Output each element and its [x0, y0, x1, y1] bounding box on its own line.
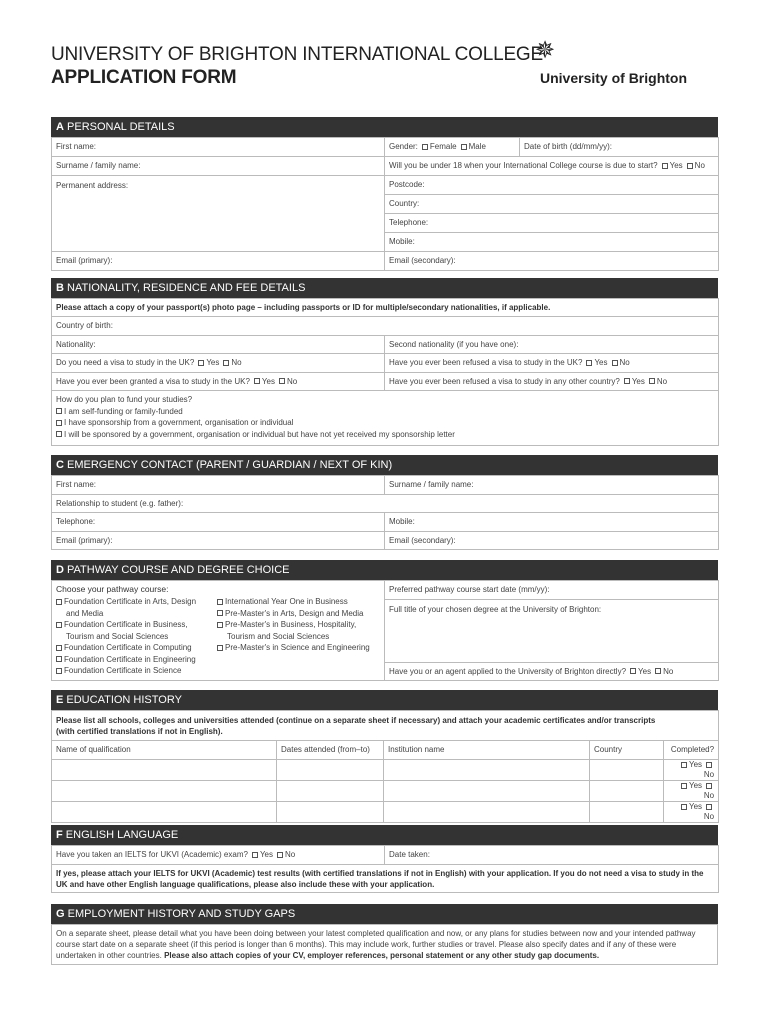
section-d [51, 560, 718, 681]
col-institution: Institution name [384, 741, 590, 760]
institution-cell[interactable] [384, 802, 590, 823]
funding-question: How do you plan to fund your studies? [56, 395, 193, 404]
qualification-cell[interactable] [52, 781, 277, 802]
completed-cell: YesNo [664, 802, 719, 823]
contact-telephone-field[interactable]: Telephone: [52, 513, 385, 532]
granted-uk-yes-checkbox[interactable] [254, 378, 260, 384]
fc-computing-checkbox[interactable] [56, 645, 62, 651]
country-cell[interactable] [590, 760, 664, 781]
nationality-table [51, 298, 719, 446]
dates-cell[interactable] [277, 781, 384, 802]
agent-applied-field: Have you or an agent applied to the University of Brighton directly? Yes No [385, 663, 719, 681]
gender-field: Gender: Female Male [385, 138, 520, 157]
country-cell[interactable] [590, 802, 664, 823]
granted-uk-field: Have you ever been granted a visa to study in the UK? Yes No [52, 373, 385, 391]
col-dates: Dates attended (from–to) [277, 741, 384, 760]
need-visa-yes-checkbox[interactable] [198, 360, 204, 366]
form-title: UNIVERSITY OF BRIGHTON INTERNATIONAL COLLEGE [51, 44, 543, 65]
dob-field[interactable]: Date of birth (dd/mm/yy): [520, 138, 719, 157]
nationality-field[interactable]: Nationality: [52, 336, 385, 354]
section-e [51, 690, 718, 823]
mobile-field[interactable]: Mobile: [385, 233, 719, 252]
section-f [51, 825, 718, 893]
section-c-header: C EMERGENCY CONTACT (PARENT / GUARDIAN / NEXT OF KIN) [51, 455, 718, 475]
email-secondary-field[interactable]: Email (secondary): [385, 252, 719, 271]
telephone-field[interactable]: Telephone: [385, 214, 719, 233]
table-row [52, 760, 719, 781]
relationship-field[interactable]: Relationship to student (e.g. father): [52, 495, 719, 513]
completed-yes-checkbox[interactable] [681, 783, 687, 789]
completed-yes-checkbox[interactable] [681, 762, 687, 768]
agent-yes-checkbox[interactable] [630, 668, 636, 674]
contact-surname-field[interactable]: Surname / family name: [385, 476, 719, 495]
iyo-business-checkbox[interactable] [217, 599, 223, 605]
table-row [52, 781, 719, 802]
section-g-header: G EMPLOYMENT HISTORY AND STUDY GAPS [51, 904, 718, 924]
second-nationality-field[interactable]: Second nationality (if you have one): [385, 336, 719, 354]
completed-yes-checkbox[interactable] [681, 804, 687, 810]
section-b-header: B NATIONALITY, RESIDENCE AND FEE DETAILS [51, 278, 718, 298]
agent-no-checkbox[interactable] [655, 668, 661, 674]
pending-sponsorship-checkbox[interactable] [56, 431, 62, 437]
completed-no-checkbox[interactable] [706, 762, 712, 768]
employment-text: On a separate sheet, please detail what you have been doing between your latest completed qualification and now, or any plans for studies between now and your intended pathway course start date on a separate sheet (if this period is longer than 6 months). This may include work, further studies or travel. Please also specify dates and if any of these were undertaken in other countries. Please also attach copies of your CV, employer references, personal statement or any other study gap documents. [52, 925, 718, 965]
ielts-field: Have you taken an IELTS for UKVI (Academic) exam? Yes No [52, 846, 385, 865]
address-field[interactable]: Permanent address: [52, 176, 385, 252]
personal-details-table [51, 137, 719, 271]
university-logo-text: University of Brighton [540, 70, 688, 86]
section-g [51, 904, 718, 965]
surname-field[interactable]: Surname / family name: [52, 157, 385, 176]
postcode-field[interactable]: Postcode: [385, 176, 719, 195]
ielts-note: If yes, please attach your IELTS for UKVI (Academic) test results (with certified translations if not in English) with your application. If you do not need a visa to study in the UK and have other English language qualifications, please also include these with your application. [52, 865, 719, 893]
dates-cell[interactable] [277, 760, 384, 781]
col-country: Country [590, 741, 664, 760]
table-row [52, 802, 719, 823]
fc-science-checkbox[interactable] [56, 668, 62, 674]
refused-uk-field: Have you ever been refused a visa to study in the UK? Yes No [385, 354, 719, 373]
granted-uk-no-checkbox[interactable] [279, 378, 285, 384]
completed-no-checkbox[interactable] [706, 783, 712, 789]
need-visa-field: Do you need a visa to study in the UK? Yes No [52, 354, 385, 373]
completed-cell: YesNo [664, 760, 719, 781]
section-e-header: E EDUCATION HISTORY [51, 690, 718, 710]
star-logo-icon: ✵ [535, 37, 556, 64]
fc-engineering-checkbox[interactable] [56, 656, 62, 662]
refused-other-no-checkbox[interactable] [649, 378, 655, 384]
institution-cell[interactable] [384, 781, 590, 802]
funding-field: How do you plan to fund your studies? I am self-funding or family-funded I have sponsorship from a government, organisation or individual I will be sponsored by a government, organisation or individual but have not yet received my sponsorship letter [52, 391, 719, 446]
pm-arts-checkbox[interactable] [217, 610, 223, 616]
ielts-yes-checkbox[interactable] [252, 852, 258, 858]
employment-table [51, 924, 718, 965]
completed-no-checkbox[interactable] [706, 804, 712, 810]
under-18-field: Will you be under 18 when your International College course is due to start? Yes No [385, 157, 719, 176]
institution-cell[interactable] [384, 760, 590, 781]
section-f-header: F ENGLISH LANGUAGE [51, 825, 718, 845]
pathway-choice-field: Choose your pathway course: Foundation Certificate in Arts, Design and Media Foundation Certificate in Business, Tourism and Social Sciences Foundation Certificate in Computing Foundation Certificate in Engineering Foundation Certificate in Science International Year One in Business Pre-Master's in Arts, Design and Media Pre-Master's in Business, Hospitality, Tourism and Social Sciences Pre-Master's in Science and Engineering [52, 581, 385, 681]
refused-other-field: Have you ever been refused a visa to study in any other country? Yes No [385, 373, 719, 391]
country-field[interactable]: Country: [385, 195, 719, 214]
country-cell[interactable] [590, 781, 664, 802]
col-completed: Completed? [664, 741, 719, 760]
col-qualification: Name of qualification [52, 741, 277, 760]
section-d-header: D PATHWAY COURSE AND DEGREE CHOICE [51, 560, 718, 580]
female-checkbox[interactable] [422, 144, 428, 150]
qualification-cell[interactable] [52, 760, 277, 781]
degree-title-field[interactable]: Full title of your chosen degree at the University of Brighton: [385, 600, 719, 663]
contact-email-primary-field[interactable]: Email (primary): [52, 532, 385, 550]
under18-no-checkbox[interactable] [687, 163, 693, 169]
contact-mobile-field[interactable]: Mobile: [385, 513, 719, 532]
date-taken-field[interactable]: Date taken: [385, 846, 719, 865]
section-c [51, 455, 718, 550]
pm-science-checkbox[interactable] [217, 645, 223, 651]
fc-business-checkbox[interactable] [56, 622, 62, 628]
under18-yes-checkbox[interactable] [662, 163, 668, 169]
sponsorship-checkbox[interactable] [56, 420, 62, 426]
education-table [51, 710, 719, 823]
section-a-header: A PERSONAL DETAILS [51, 117, 718, 137]
ielts-no-checkbox[interactable] [277, 852, 283, 858]
refused-uk-no-checkbox[interactable] [612, 360, 618, 366]
completed-cell: YesNo [664, 781, 719, 802]
fc-arts-checkbox[interactable] [56, 599, 62, 605]
passport-note: Please attach a copy of your passport(s) photo page – including passports or ID for multiple/secondary nationalities, if applicable. [52, 299, 719, 317]
need-visa-no-checkbox[interactable] [223, 360, 229, 366]
dates-cell[interactable] [277, 802, 384, 823]
form-subtitle: APPLICATION FORM [51, 67, 237, 88]
pathway-choose-label: Choose your pathway course: [56, 584, 169, 594]
education-note: Please list all schools, colleges and universities attended (continue on a separate sheet if necessary) and attach your academic certificates and/or transcripts (with certified translations if not in English). [52, 711, 719, 741]
qualification-cell[interactable] [52, 802, 277, 823]
refused-uk-yes-checkbox[interactable] [586, 360, 592, 366]
first-name-field[interactable]: First name: [52, 138, 385, 157]
contact-first-name-field[interactable]: First name: [52, 476, 385, 495]
emergency-contact-table [51, 475, 719, 550]
english-table [51, 845, 719, 893]
refused-other-yes-checkbox[interactable] [624, 378, 630, 384]
pathway-table [51, 580, 719, 681]
self-funded-checkbox[interactable] [56, 408, 62, 414]
pm-business-checkbox[interactable] [217, 622, 223, 628]
section-a [51, 117, 718, 271]
country-of-birth-field[interactable]: Country of birth: [52, 317, 719, 336]
start-date-field[interactable]: Preferred pathway course start date (mm/yy): [385, 581, 719, 600]
email-primary-field[interactable]: Email (primary): [52, 252, 385, 271]
section-b [51, 278, 718, 446]
male-checkbox[interactable] [461, 144, 467, 150]
contact-email-secondary-field[interactable]: Email (secondary): [385, 532, 719, 550]
